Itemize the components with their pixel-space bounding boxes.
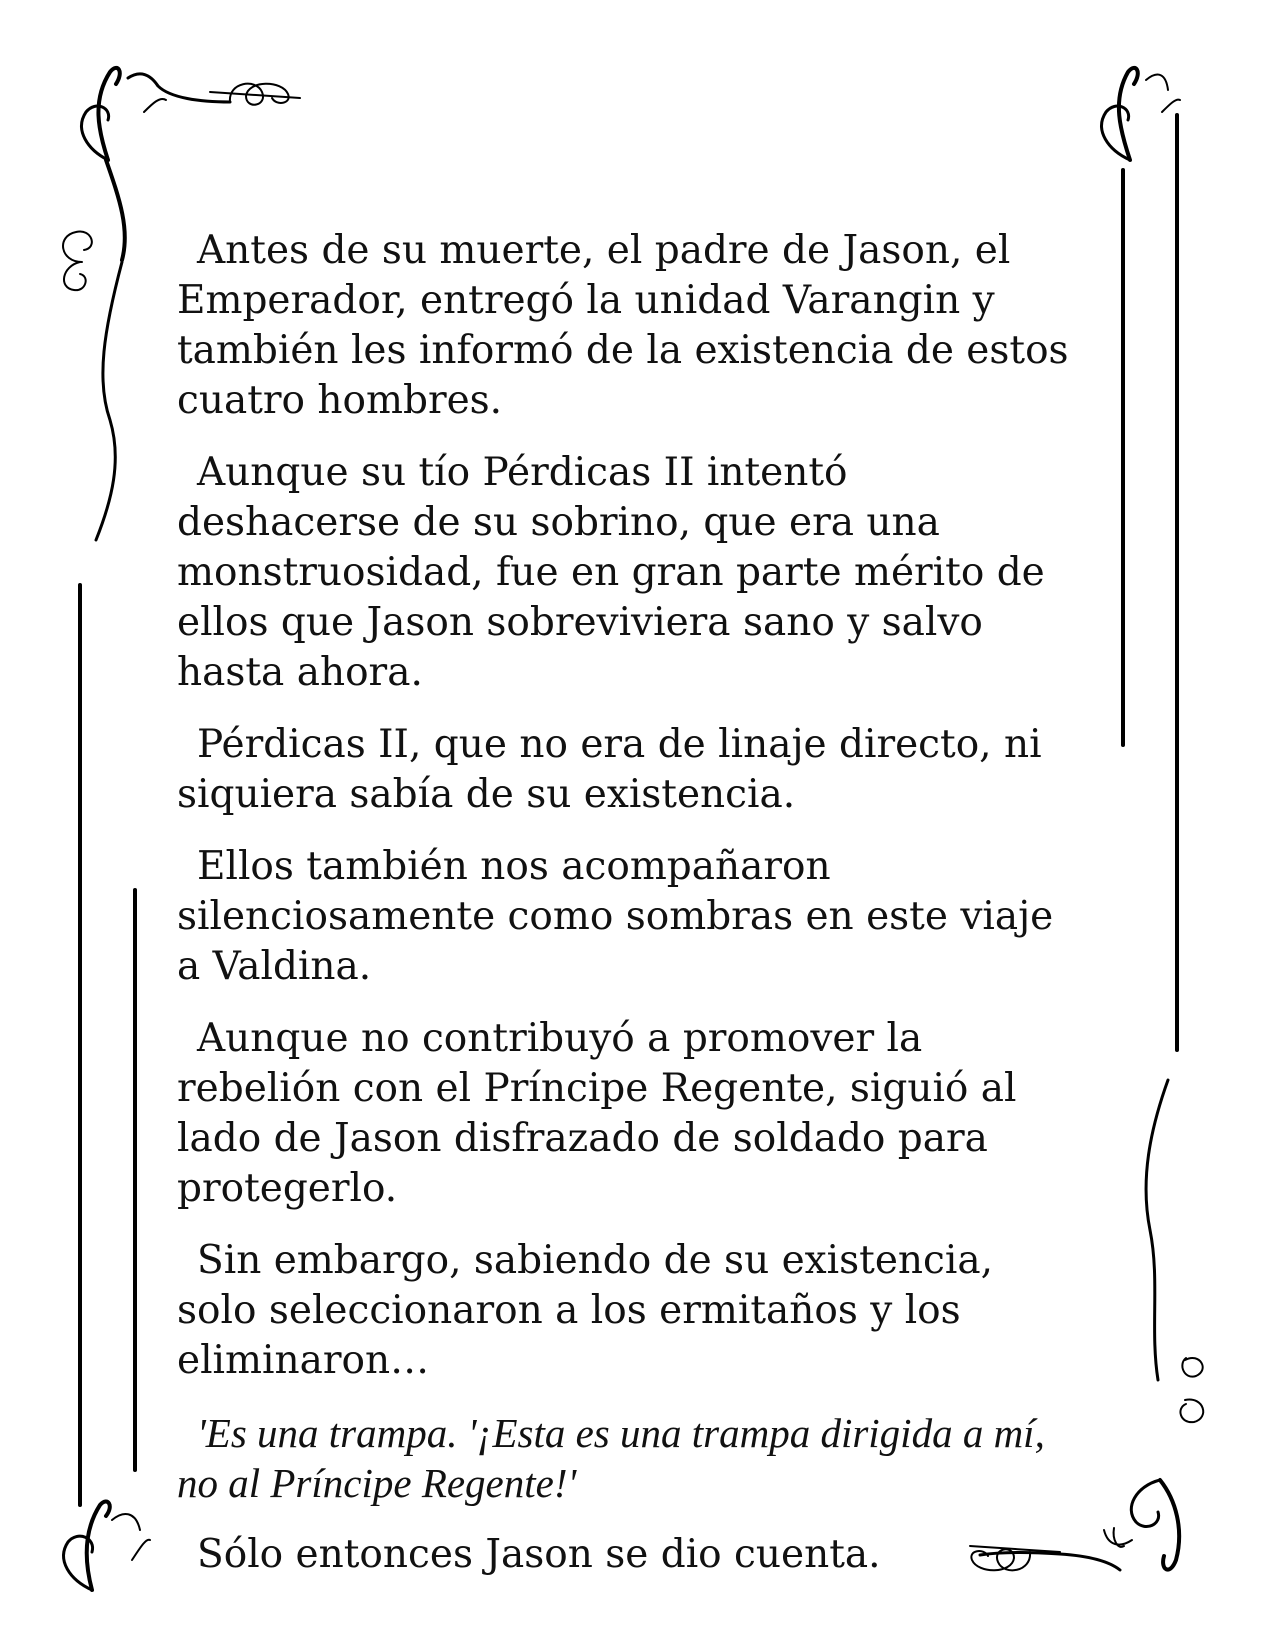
paragraph: Sólo entonces Jason se dio cuenta.: [197, 1532, 881, 1577]
paragraph: Ellos también nos acompañaron silenciosamente como sombras en este viaje a Valdina.: [177, 844, 1054, 989]
paragraph: Antes de su muerte, el padre de Jason, el Emperador, entregó la unidad Varangin y también les informó de la existencia de estos cuatro hombres.: [177, 228, 1069, 423]
paragraph: Aunque su tío Pérdicas II intentó deshacerse de su sobrino, que era una monstruosidad, fue en gran parte mérito de ellos que Jason sobreviviera sano y salvo hasta ahora.: [177, 450, 1045, 695]
paragraph: Aunque no contribuyó a promover la rebelión con el Príncipe Regente, siguió al lado de Jason disfrazado de soldado para protegerlo.: [177, 1016, 1017, 1211]
paragraph: 'Es una trampa. '¡Esta es una trampa dirigida a mí, no al Príncipe Regente!': [177, 1410, 1045, 1506]
bottom-left-flourish-icon: [64, 1501, 150, 1590]
paragraph: Sin embargo, sabiendo de su existencia, solo seleccionaron a los ermitaños y los eliminaron…: [177, 1238, 993, 1383]
top-right-flourish-icon: [1102, 68, 1180, 160]
paragraph: Pérdicas II, que no era de linaje directo, ni siquiera sabía de su existencia.: [177, 722, 1042, 817]
story-text: [177, 226, 1077, 1602]
